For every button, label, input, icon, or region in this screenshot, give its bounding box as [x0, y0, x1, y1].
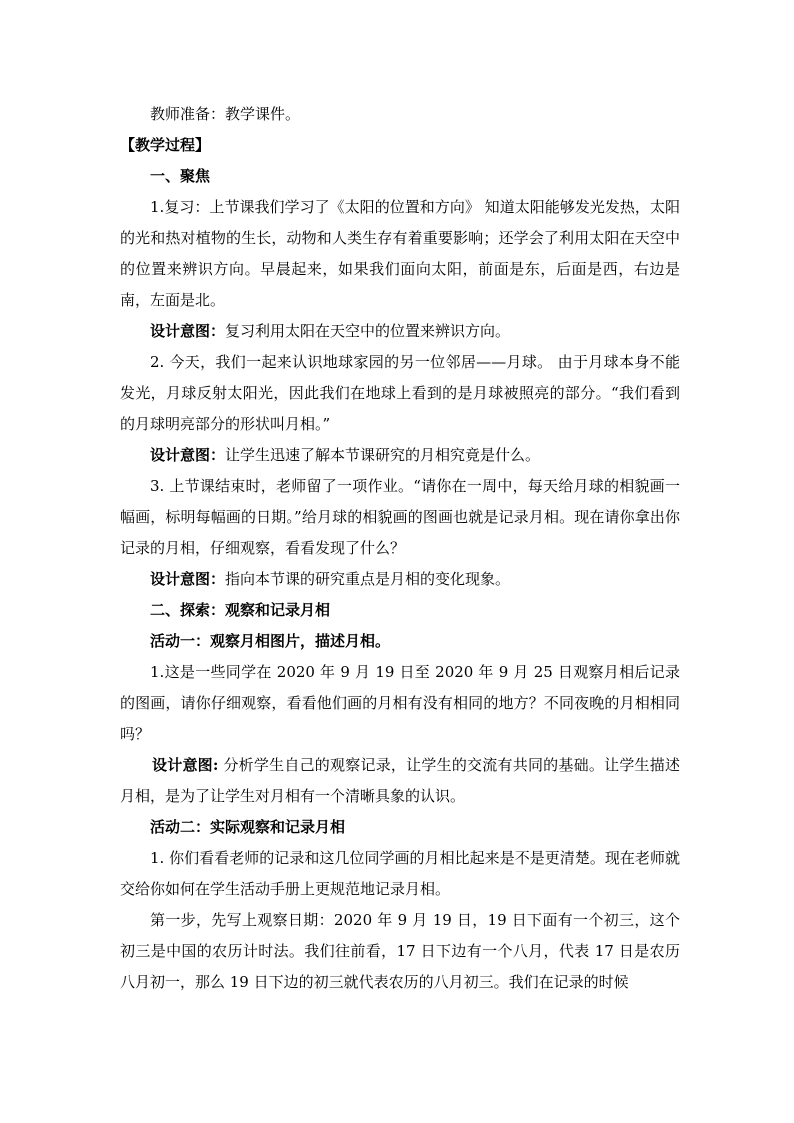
activity-1-heading: 活动一：观察月相图片，描述月相。 — [150, 632, 391, 650]
design-intent-label: 设计意图： — [150, 446, 226, 464]
design-intent-text: 复习利用太阳在天空中的位置来辨识方向。 — [225, 322, 511, 340]
section-focus-heading: 一、聚焦 — [150, 167, 211, 185]
design-intent-text: 让学生迅速了解本节课研究的月相究竟是什么。 — [225, 446, 541, 464]
design-intent-label: 设计意图： — [150, 570, 226, 588]
homework-paragraph: 3. 上节课结束时，老师留了一项作业。“请你在一周中，每天给月球的相貌画一幅画，标明每幅画的日期。”给月球的相貌画的图画也就是记录月相。现在请你拿出你记录的月相，仔细观察，看看发现了什么？ — [120, 477, 680, 557]
design-intent-4 — [120, 750, 680, 812]
step-one-paragraph: 第一步，先写上观察日期：2020 年 9 月 19 日，19 日下面有一个初三，这个初三是中国的农历计时法。我们往前看，17 日下边有一个八月，代表 17 日是农历八月初一，那么 19 日下边的初三就代表农历的八月初三。我们在记录的时候 — [120, 911, 680, 991]
teacher-record-paragraph: 1. 你们看看老师的记录和这几位同学画的月相比起来是不是更清楚。现在老师就交给你如何在学生活动手册上更规范地记录月相。 — [120, 849, 680, 898]
design-intent-text: 指向本节课的研究重点是月相的变化现象。 — [225, 570, 511, 588]
design-intent-2 — [120, 440, 680, 471]
document-body — [120, 99, 680, 998]
design-intent-1 — [120, 316, 680, 347]
design-intent-3 — [120, 564, 680, 595]
design-intent-text: 分析学生自己的观察记录，让学生的交流有共同的基础。让学生描述月相，是为了让学生对月相有一个清晰具象的认识。 — [120, 756, 680, 805]
review-paragraph: 1.复习：上节课我们学习了《太阳的位置和方向》 知道太阳能够发光发热，太阳的光和热对植物的生长，动物和人类生存有着重要影响；还学会了利用太阳在天空中的位置来辨识方向。早晨起来，如果我们面向太阳，前面是东，后面是西，右边是南，左面是北。 — [120, 198, 680, 309]
design-intent-label: 设计意图: — [152, 756, 219, 774]
design-intent-label: 设计意图： — [150, 322, 226, 340]
activity-2-heading: 活动二：实际观察和记录月相 — [150, 818, 346, 836]
teacher-prep-line: 教师准备：教学课件。 — [150, 105, 301, 123]
teaching-process-heading: 【教学过程】 — [120, 136, 211, 154]
moon-intro-paragraph: 2. 今天，我们一起来认识地球家园的另一位邻居——月球。 由于月球本身不能发光，月球反射太阳光，因此我们在地球上看到的是月球被照亮的部分。“我们看到的月球明亮部分的形状叫月相。” — [120, 353, 680, 433]
observation-paragraph: 1.这是一些同学在 2020 年 9 月 19 日至 2020 年 9 月 25 日观察月相后记录的图画，请你仔细观察，看看他们画的月相有没有相同的地方？不同夜晚的月相相同吗？ — [120, 663, 680, 743]
section-explore-heading: 二、探索：观察和记录月相 — [150, 601, 331, 619]
